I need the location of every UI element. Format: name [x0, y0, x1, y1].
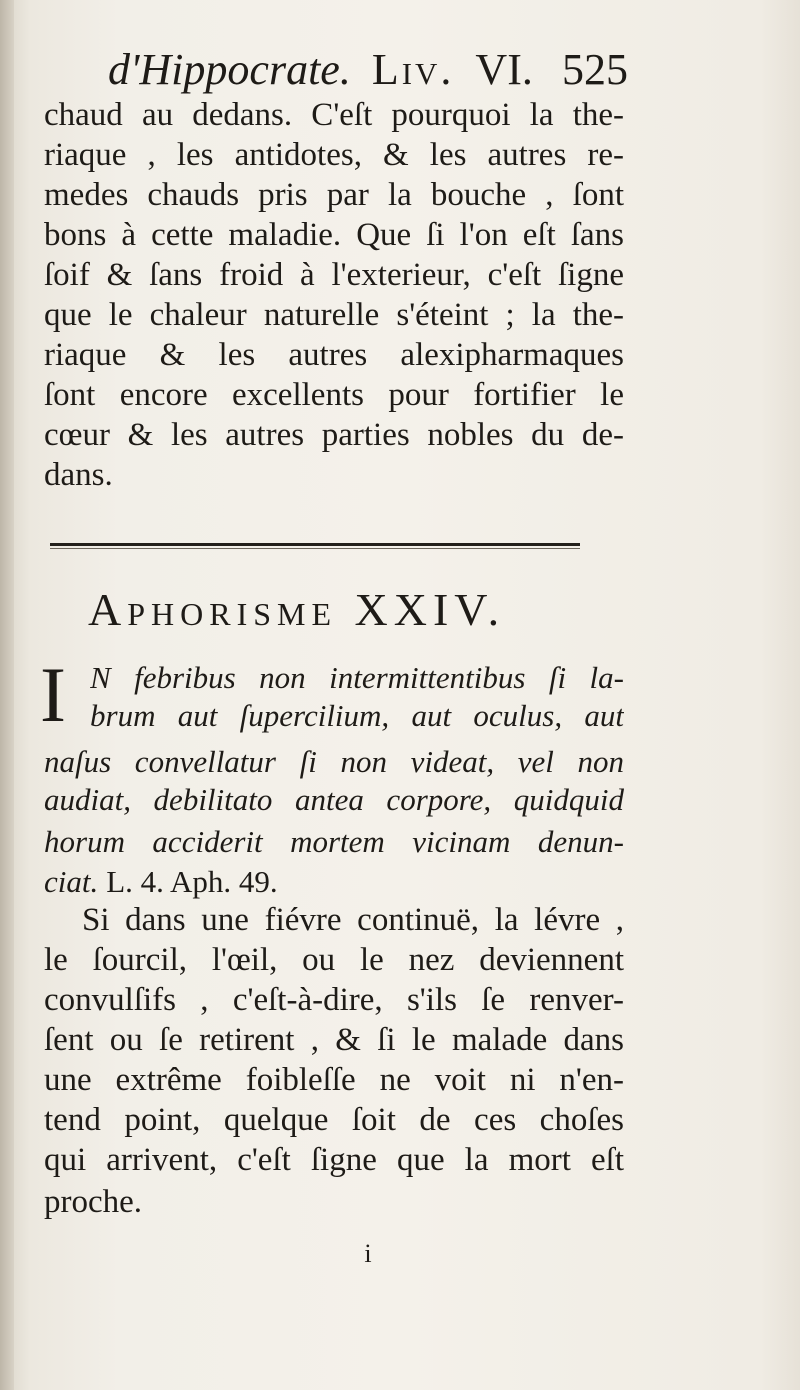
text-line: chaud au dedans. C'eſt pourquoi la the-	[44, 97, 624, 133]
latin-line: N febribus non intermittentibus ſi la-	[90, 660, 624, 695]
latin-line: brum aut ſupercilium, aut oculus, aut	[90, 698, 624, 733]
text-line: riaque , les antidotes, & les autres re-	[44, 137, 624, 173]
latin-line: horum acciderit mortem vicinam denun-	[44, 824, 624, 859]
latin-line: audiat, debilitato antea corpore, quidquid	[44, 782, 624, 817]
latin-line: naſus convellatur ſi non videat, vel non	[44, 744, 624, 779]
text-line: tend point, quelque ſoit de ces choſes	[44, 1102, 624, 1138]
text-line: le ſourcil, l'œil, ou le nez deviennent	[44, 942, 624, 978]
aphorism-title: Aphorisme XXIV.	[88, 584, 506, 635]
latin-ending: ciat.	[44, 864, 99, 899]
text-line: ſoif & ſans froid à l'exterieur, c'eſt ſigne	[44, 257, 624, 293]
text-line: cœur & les autres parties nobles du de-	[44, 417, 624, 453]
aphorism-reference: L. 4. Aph. 49.	[106, 864, 278, 899]
latin-line-last	[44, 862, 624, 902]
page-gutter	[0, 0, 14, 1390]
catchword: i	[364, 1239, 372, 1268]
text-line: qui arrivent, c'eſt ſigne que la mort eſt	[44, 1142, 624, 1178]
text-line: Si dans une fiévre continuë, la lévre ,	[82, 902, 624, 938]
drop-capital: I	[40, 651, 66, 738]
section-divider	[50, 543, 580, 546]
text-line: riaque & les autres alexipharmaques	[44, 337, 624, 373]
page-number: 525	[562, 45, 628, 94]
text-line: bons à cette maladie. Que ſi l'on eſt ſans	[44, 217, 624, 253]
text-line: que le chaleur naturelle s'éteint ; la the-	[44, 297, 624, 333]
text-line: convulſifs , c'eſt-à-dire, s'ils ſe renver-	[44, 982, 624, 1018]
text-line: ſont encore excellents pour fortifier le	[44, 377, 624, 413]
text-line: medes chauds pris par la bouche , ſont	[44, 177, 624, 213]
header-book-number: VI.	[475, 45, 533, 94]
text-line: une extrême foibleſſe ne voit ni n'en-	[44, 1062, 624, 1098]
text-line: ſent ou ſe retirent , & ſi le malade dans	[44, 1022, 624, 1058]
header-book-label: Liv.	[371, 45, 455, 94]
section-divider-thin	[50, 548, 580, 549]
text-line: proche.	[44, 1184, 143, 1220]
header-title: d'Hippocrate.	[108, 45, 351, 94]
text-line: dans.	[44, 457, 113, 493]
running-header	[108, 42, 628, 98]
